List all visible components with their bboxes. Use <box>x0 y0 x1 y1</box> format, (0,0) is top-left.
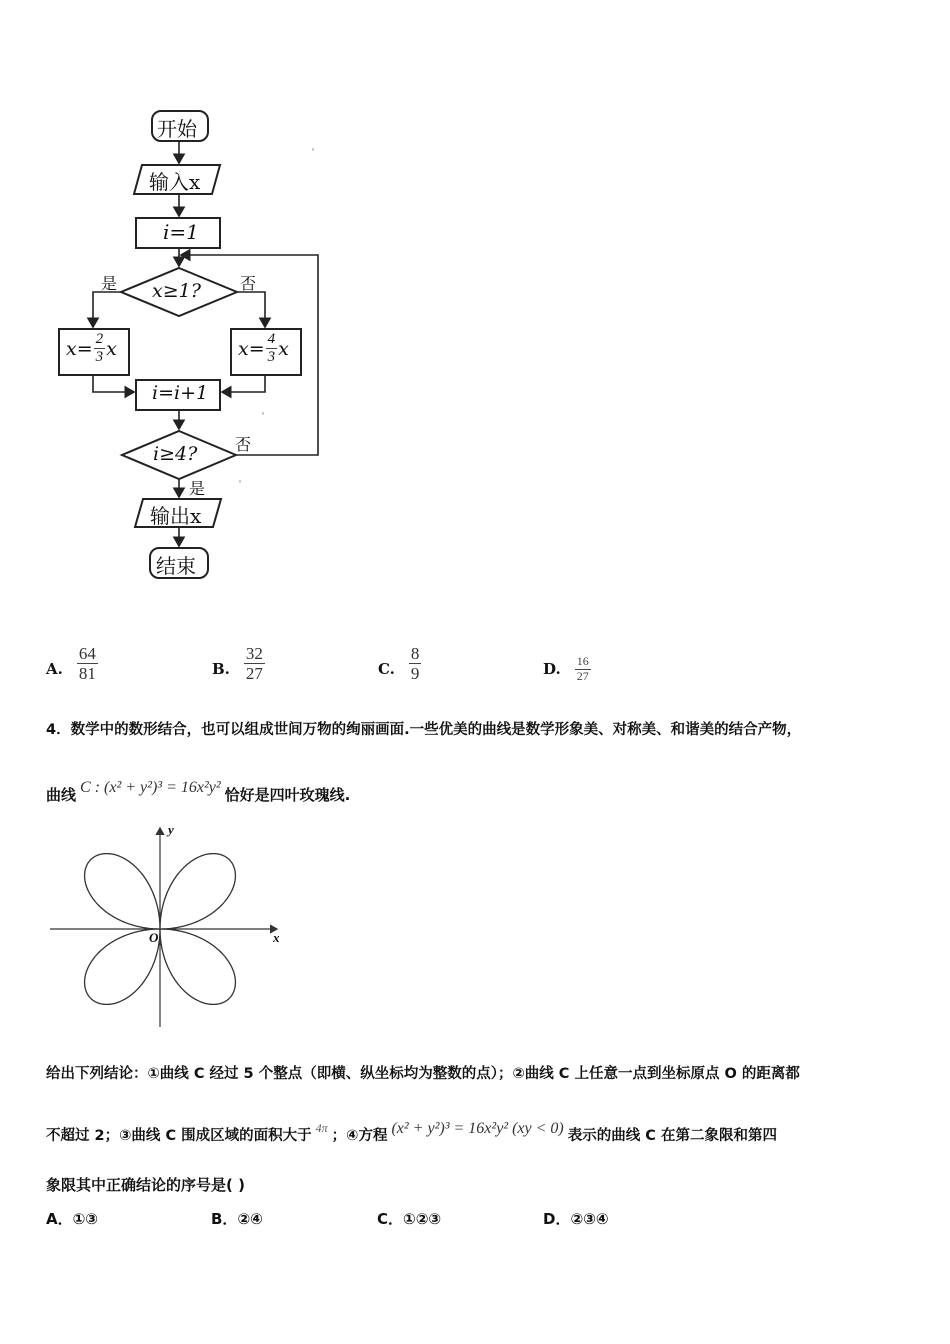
q4-answer-b: B．②④ <box>211 1210 263 1228</box>
arrow-no-right <box>237 292 265 327</box>
q4-answer-c: C．①②③ <box>377 1210 442 1228</box>
yes-label-2: 是 <box>189 479 206 498</box>
input-label: 输入x <box>149 170 201 194</box>
arrow-yes-left <box>93 292 121 327</box>
q4-line-1: 4．数学中的数形结合，也可以组成世间万物的绚丽画面.一些优美的曲线是数学形象美、对称美、和谐美的结合产物， <box>46 722 802 738</box>
q4-answer-a: A．①③ <box>46 1210 99 1228</box>
arrow-left-incr <box>93 375 134 392</box>
cond2-label: i≥4? <box>153 443 198 465</box>
right-assign: x= $\frac{4}{3}$ x <box>238 331 289 366</box>
start-label: 开始 <box>157 117 197 141</box>
graph-y-label: y <box>168 822 174 837</box>
left-assign: x= $\frac{2}{3}$ x <box>66 331 117 366</box>
graph-origin-label: O <box>149 930 159 945</box>
graph-x-label: x <box>273 930 280 945</box>
q4-line-3: 给出下列结论：①曲线 C 经过 5 个整点（即横、纵坐标均为整数的点）；②曲线 C 上任意一点到坐标原点 O 的距离都 <box>46 1066 800 1082</box>
q3-option-c: C. $\frac{8}{9}$ <box>378 643 420 684</box>
arrow-right-incr <box>222 375 265 392</box>
q4-line-5: 象限其中正确结论的序号是( ) <box>46 1176 245 1194</box>
q3-option-a: A. $\frac{64}{81}$ <box>46 643 96 684</box>
output-label: 输出x <box>150 504 202 528</box>
q3-option-b: B. $\frac{32}{27}$ <box>212 643 263 684</box>
no-label-2: 否 <box>235 435 252 454</box>
area-value: 4π <box>315 1121 328 1135</box>
yes-label-1: 是 <box>101 274 118 293</box>
q4-line-2: 曲线 C : (x² + y²)³ = 16x²y² 恰好是四叶玫瑰线. <box>46 778 351 804</box>
rose-equation: C : (x² + y²)³ = 16x²y² <box>80 778 221 796</box>
no-label-1: 否 <box>240 274 257 293</box>
q3-option-d: D. $\frac{16}{27}$ <box>543 654 589 684</box>
q4-answer-d: D．②③④ <box>543 1210 609 1228</box>
equation-2: (x² + y²)³ = 16x²y² (xy < 0) <box>391 1119 564 1137</box>
flowchart <box>0 0 950 600</box>
rose-graph <box>45 820 290 1032</box>
end-label: 结束 <box>156 554 196 578</box>
q4-line-4: 不超过 2；③曲线 C 围成区域的面积大于 4π ；④方程 (x² + y²)³ = 16x²y² (xy < 0) 表示的曲线 C 在第二象限和第四 <box>46 1119 777 1144</box>
cond1-label: x≥1? <box>152 280 201 302</box>
increment-label: i=i+1 <box>152 382 209 404</box>
init-label: i=1 <box>163 220 199 244</box>
